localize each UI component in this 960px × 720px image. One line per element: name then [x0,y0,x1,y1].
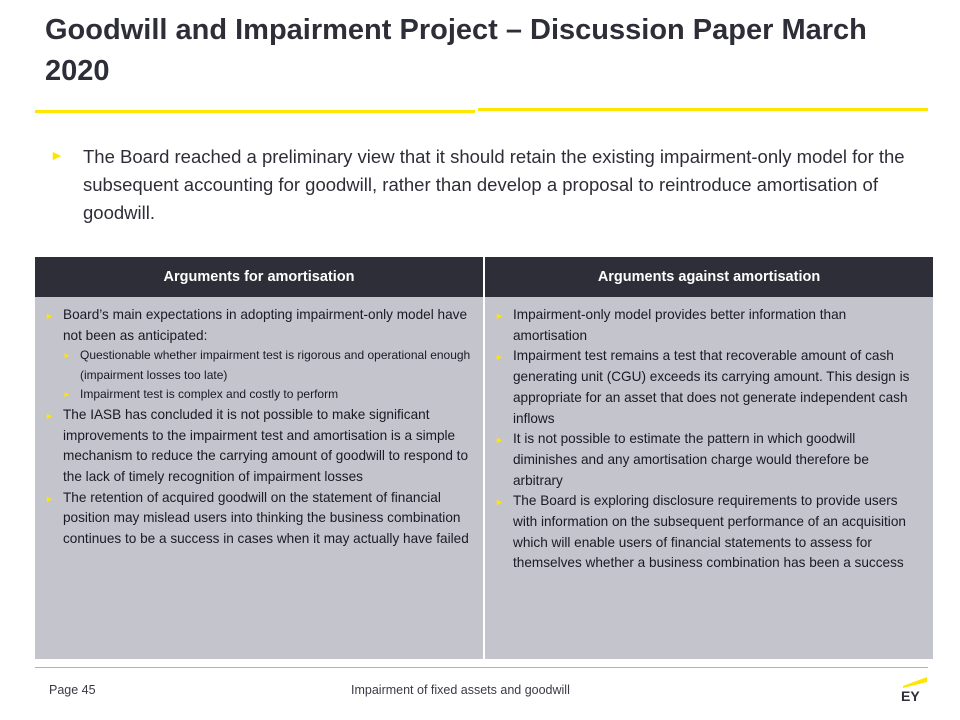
footer-title: Impairment of fixed assets and goodwill [351,683,570,697]
sub-list-item: ► Questionable whether impairment test is rigorous and operational enough (impairment losses too late) [63,346,471,385]
for-argument-list [45,305,471,550]
against-argument-list [495,305,921,574]
triangle-bullet-icon: ► [50,147,64,163]
list-item: ► The IASB has concluded it is not possible to make significant improvements to the impairment test and amortisation is a simple mechanism to reduce the carrying amount of goodwill to respond to the lack of timely recognition of impairment losses [45,405,471,488]
header-for-amortisation: Arguments for amortisation [163,269,355,285]
arguments-table [35,257,933,659]
list-item: ► It is not possible to estimate the pattern in which goodwill diminishes and any amortisation charge would therefore be arbitrary [495,429,921,491]
table-header-row [35,257,933,297]
title-underline-left [35,110,475,113]
page-number: Page 45 [49,683,96,697]
intro-bullet [50,143,910,227]
table-body-row [35,297,933,659]
intro-text: The Board reached a preliminary view that it should retain the existing impairment-only model for the subsequent accounting for goodwill, rather than develop a proposal to reintroduce amortisation of goodwill. [83,146,905,223]
column-against-amortisation [483,297,933,659]
list-item: ► Impairment test remains a test that recoverable amount of cash generating unit (CGU) exceeds its carrying amount. This design is appropriate for an asset that does not generate independent cash inflows [495,346,921,429]
ey-logo-icon [899,672,929,702]
header-against-amortisation: Arguments against amortisation [483,257,933,297]
footer-divider [35,667,928,668]
logo-text: EY [901,688,920,702]
list-item-text: Board’s main expectations in adopting impairment-only model have not been as anticipated: [63,307,468,343]
list-item: ► The Board is exploring disclosure requirements to provide users with information on the subsequent performance of an acquisition which will enable users of financial statements to assess for themselves whether a business combination has been a success [495,491,921,574]
slide-title: Goodwill and Impairment Project – Discussion Paper March 2020 [45,14,867,87]
list-item [45,305,471,405]
column-for-amortisation [35,297,483,659]
list-item: ► The retention of acquired goodwill on the statement of financial position may mislead users into thinking the business combination continues to be a success in cases when it may actually have failed [45,488,471,550]
list-item: ► Impairment-only model provides better information than amortisation [495,305,921,346]
title-underline-right [478,108,928,111]
sub-list-item: ► Impairment test is complex and costly to perform [63,385,471,405]
sub-list [63,346,471,405]
